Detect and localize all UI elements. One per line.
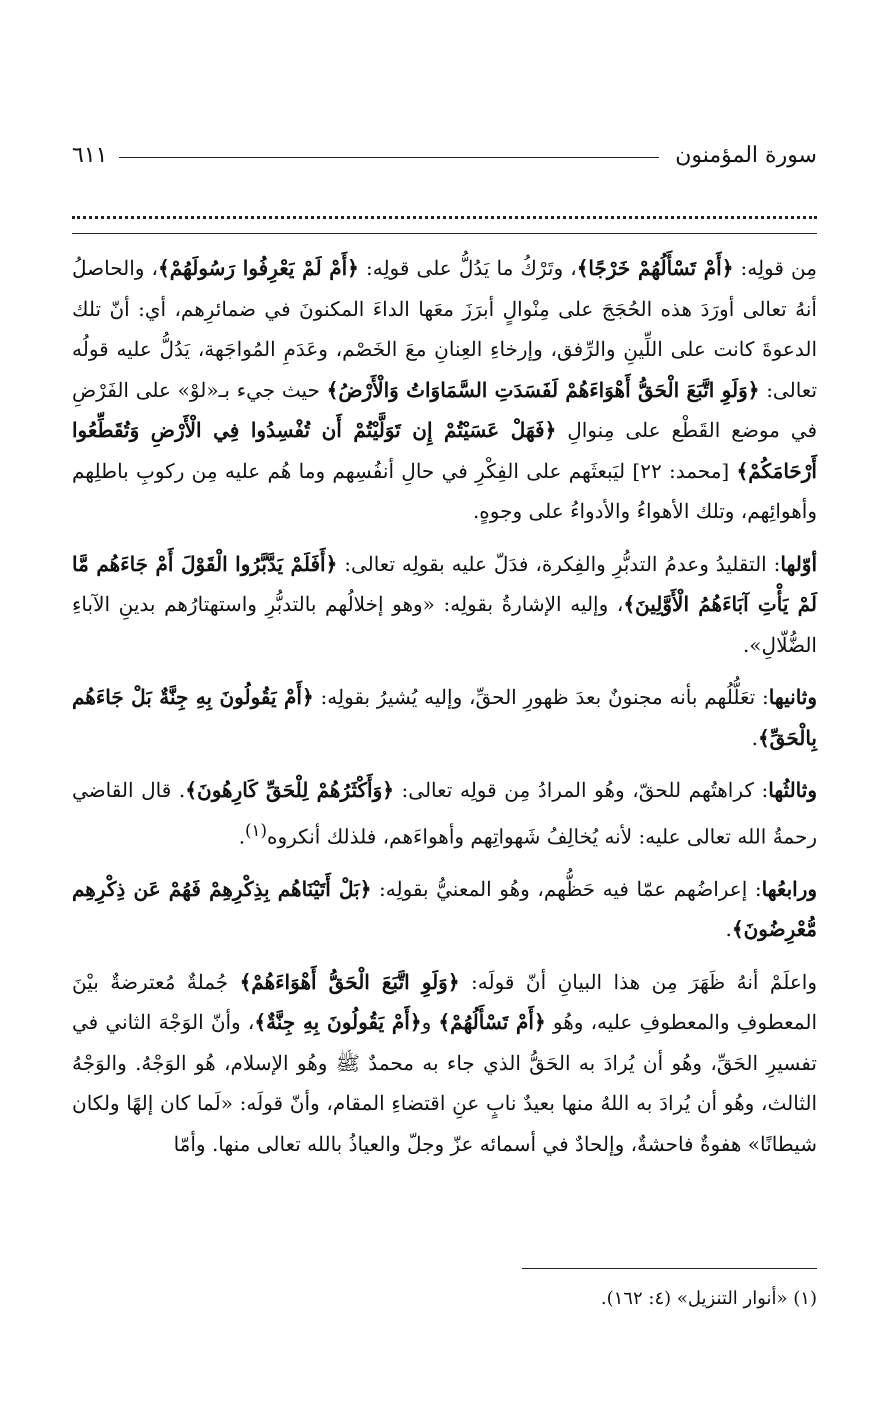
quran-verse: ﴿وَلَوِ اتَّبَعَ الْحَقُّ أَهْوَاءَهُمْ لَفَسَدَتِ السَّمَاوَاتُ وَالْأَرْضُ﴾ <box>326 377 760 402</box>
paragraph-text: : تعَلُّلُهم بأنه مجنونٌ بعدَ ظهورِ الحقِّ، وإليه يُشيرُ بقولِه: <box>313 685 769 709</box>
paragraph-lead: وثالثُها <box>768 778 817 802</box>
paragraph-text: . قال القاضي رحمةُ الله تعالى عليه: لأنه يُخالِفُ شَهواتِهم وأهواءَهم، فلذلك أنكروه <box>72 778 817 849</box>
quran-verse: ﴿فَهَلْ عَسَيْتُمْ إِن تَوَلَّيْتُمْ أَن تُفْسِدُوا فِي الْأَرْضِ وَتُقَطِّعُوا أَرْحَامَكُمْ﴾ <box>72 418 817 483</box>
paragraph <box>72 962 817 1165</box>
text-top-rule <box>72 233 817 234</box>
paragraph-text: واعلَمْ أنهُ ظَهَرَ مِن هذا البيانِ أنّ قولَه: <box>459 969 817 994</box>
quran-verse: ﴿بَلْ أَتَيْنَاهُم بِذِكْرِهِمْ فَهُمْ عَن ذِكْرِهِم مُّعْرِضُونَ﴾ <box>72 876 817 942</box>
quran-verse: ﴿أَمْ يَقُولُونَ بِهِ جِنَّةٌ﴾ <box>254 1010 422 1035</box>
paragraph-text: جُملةٌ مُعترضةٌ بيْنَ المعطوفِ والمعطوفِ عليه، وهُو <box>72 969 818 1035</box>
paragraph <box>72 869 817 950</box>
paragraph <box>72 677 817 758</box>
footnote-marker: (١) <box>245 820 267 840</box>
paragraph-text: ، وإليه الإشارةُ بقولِه: «وهو إخلالُهم بالتدبُّرِ واستهتارُهم بدينِ الآباءِ الضُّلّالِ». <box>72 592 817 657</box>
page-header <box>72 128 817 168</box>
surah-title: سورة المؤمنون <box>675 143 817 168</box>
paragraph-text: : التقليدُ وعدمُ التدبُّرِ والفِكرة، فدَلّ عليه بقولِه تعالى: <box>337 551 781 576</box>
paragraph <box>72 248 817 532</box>
footnote-rule <box>522 1268 817 1269</box>
quran-verse: ﴿وَأَكْثَرُهُمْ لِلْحَقِّ كَارِهُونَ﴾ <box>185 778 394 802</box>
paragraph-lead: أوّلها <box>780 551 817 576</box>
quran-verse: ﴿أَمْ تَسْأَلُهُمْ﴾ <box>438 1010 546 1035</box>
paragraph-text: : إعراضُهم عمّا فيه حَظُّهم، وهُو المعنيُّ بقولِه: <box>371 876 762 901</box>
quran-verse: ﴿أَفَلَمْ يَدَّبَّرُوا الْقَوْلَ أَمْ جَاءَهُم مَّا لَمْ يَأْتِ آبَاءَهُمُ الْأَوَّلِينَ﴾ <box>72 551 818 616</box>
quran-verse: ﴿وَلَوِ اتَّبَعَ الْحَقُّ أَهْوَاءَهُمْ﴾ <box>239 969 460 994</box>
paragraph-text: [محمد: ٢٢] ليَبعثَهم على الفِكْرِ في حالِ أنفُسِهم وما هُم عليه مِن ركوبِ باطلِهم وأهوائِهم، وتلك الأهواءُ والأدواءُ على وجوهٍ. <box>72 458 817 523</box>
paragraph-lead: وثانيها <box>768 685 818 709</box>
footnote: (١) «أنوار التنزيل» (٤: ١٦٢). <box>600 1288 817 1309</box>
paragraph-text: حيث جيء بـ«لوْ» على الفَرْضِ في موضع القَطْع على مِنوالِ <box>72 377 818 442</box>
paragraph-text: . <box>238 824 246 849</box>
paragraph-text: . <box>725 917 732 942</box>
quran-verse: ﴿أَمْ يَقُولُونَ بِهِ جِنَّةٌ بَلْ جَاءَهُم بِالْحَقِّ﴾ <box>72 685 817 750</box>
paragraph-text: : كراهتُهم للحقّ، وهُو المرادُ مِن قولِه تعالى: <box>393 778 769 802</box>
paragraph-lead: ورابعُها <box>761 876 818 901</box>
paragraph-text: مِن قولِه: <box>733 256 817 280</box>
quran-verse: ﴿أَمْ تَسْأَلُهُمْ خَرْجًا﴾ <box>576 256 734 280</box>
quran-verse: ﴿أَمْ لَمْ يَعْرِفُوا رَسُولَهُمْ﴾ <box>157 256 359 280</box>
dotted-separator <box>72 196 817 219</box>
body-text <box>72 248 817 1176</box>
book-page <box>72 0 817 1414</box>
paragraph-text: ، وتَرْكُ ما يَدُلُّ على قولِه: <box>358 256 577 280</box>
page-number: ٦١١ <box>72 143 108 168</box>
paragraph <box>72 544 817 666</box>
paragraph-text: و <box>421 1010 439 1035</box>
paragraph-text: ، وأنّ الوَجْهَ الثاني في تفسيرِ الحَقِّ، وهُو أن يُرادَ به الحَقُّ الذي جاء به محمدٌ ﷺ وهُو الإسلام، هُو الوَجْهُ. والوَجْهُ الثالث، وهُو أن يُرادَ به اللهُ منها بعيدٌ نابٍ عنِ اقتضاءِ المقام، وأنّ قولَه: «لَما كان إلهًا ولكان شيطانًا» هفوةٌ فاحشةٌ، وإلحادٌ في أسمائه عزّ وجلّ والعياذُ بالله تعالى منها. وأمّا <box>72 1010 817 1156</box>
paragraph-text: . <box>751 725 758 750</box>
paragraph-text: ، والحاصلُ أنهُ تعالى أورَدَ هذه الحُجَجَ على مِنْوالٍ أبرَزَ معَها الداءَ المكنونَ في ضمائرِهم، أي: أنّ تلك الدعوةَ كانت على اللِّينِ والرِّفق، وإرخاءِ العِنانِ معَ الخَصْم، وعَدَمِ المُواجَهة، يَدُلُّ عليه قولُه تعالى: <box>72 256 818 402</box>
header-rule <box>119 157 659 158</box>
paragraph <box>72 770 817 857</box>
